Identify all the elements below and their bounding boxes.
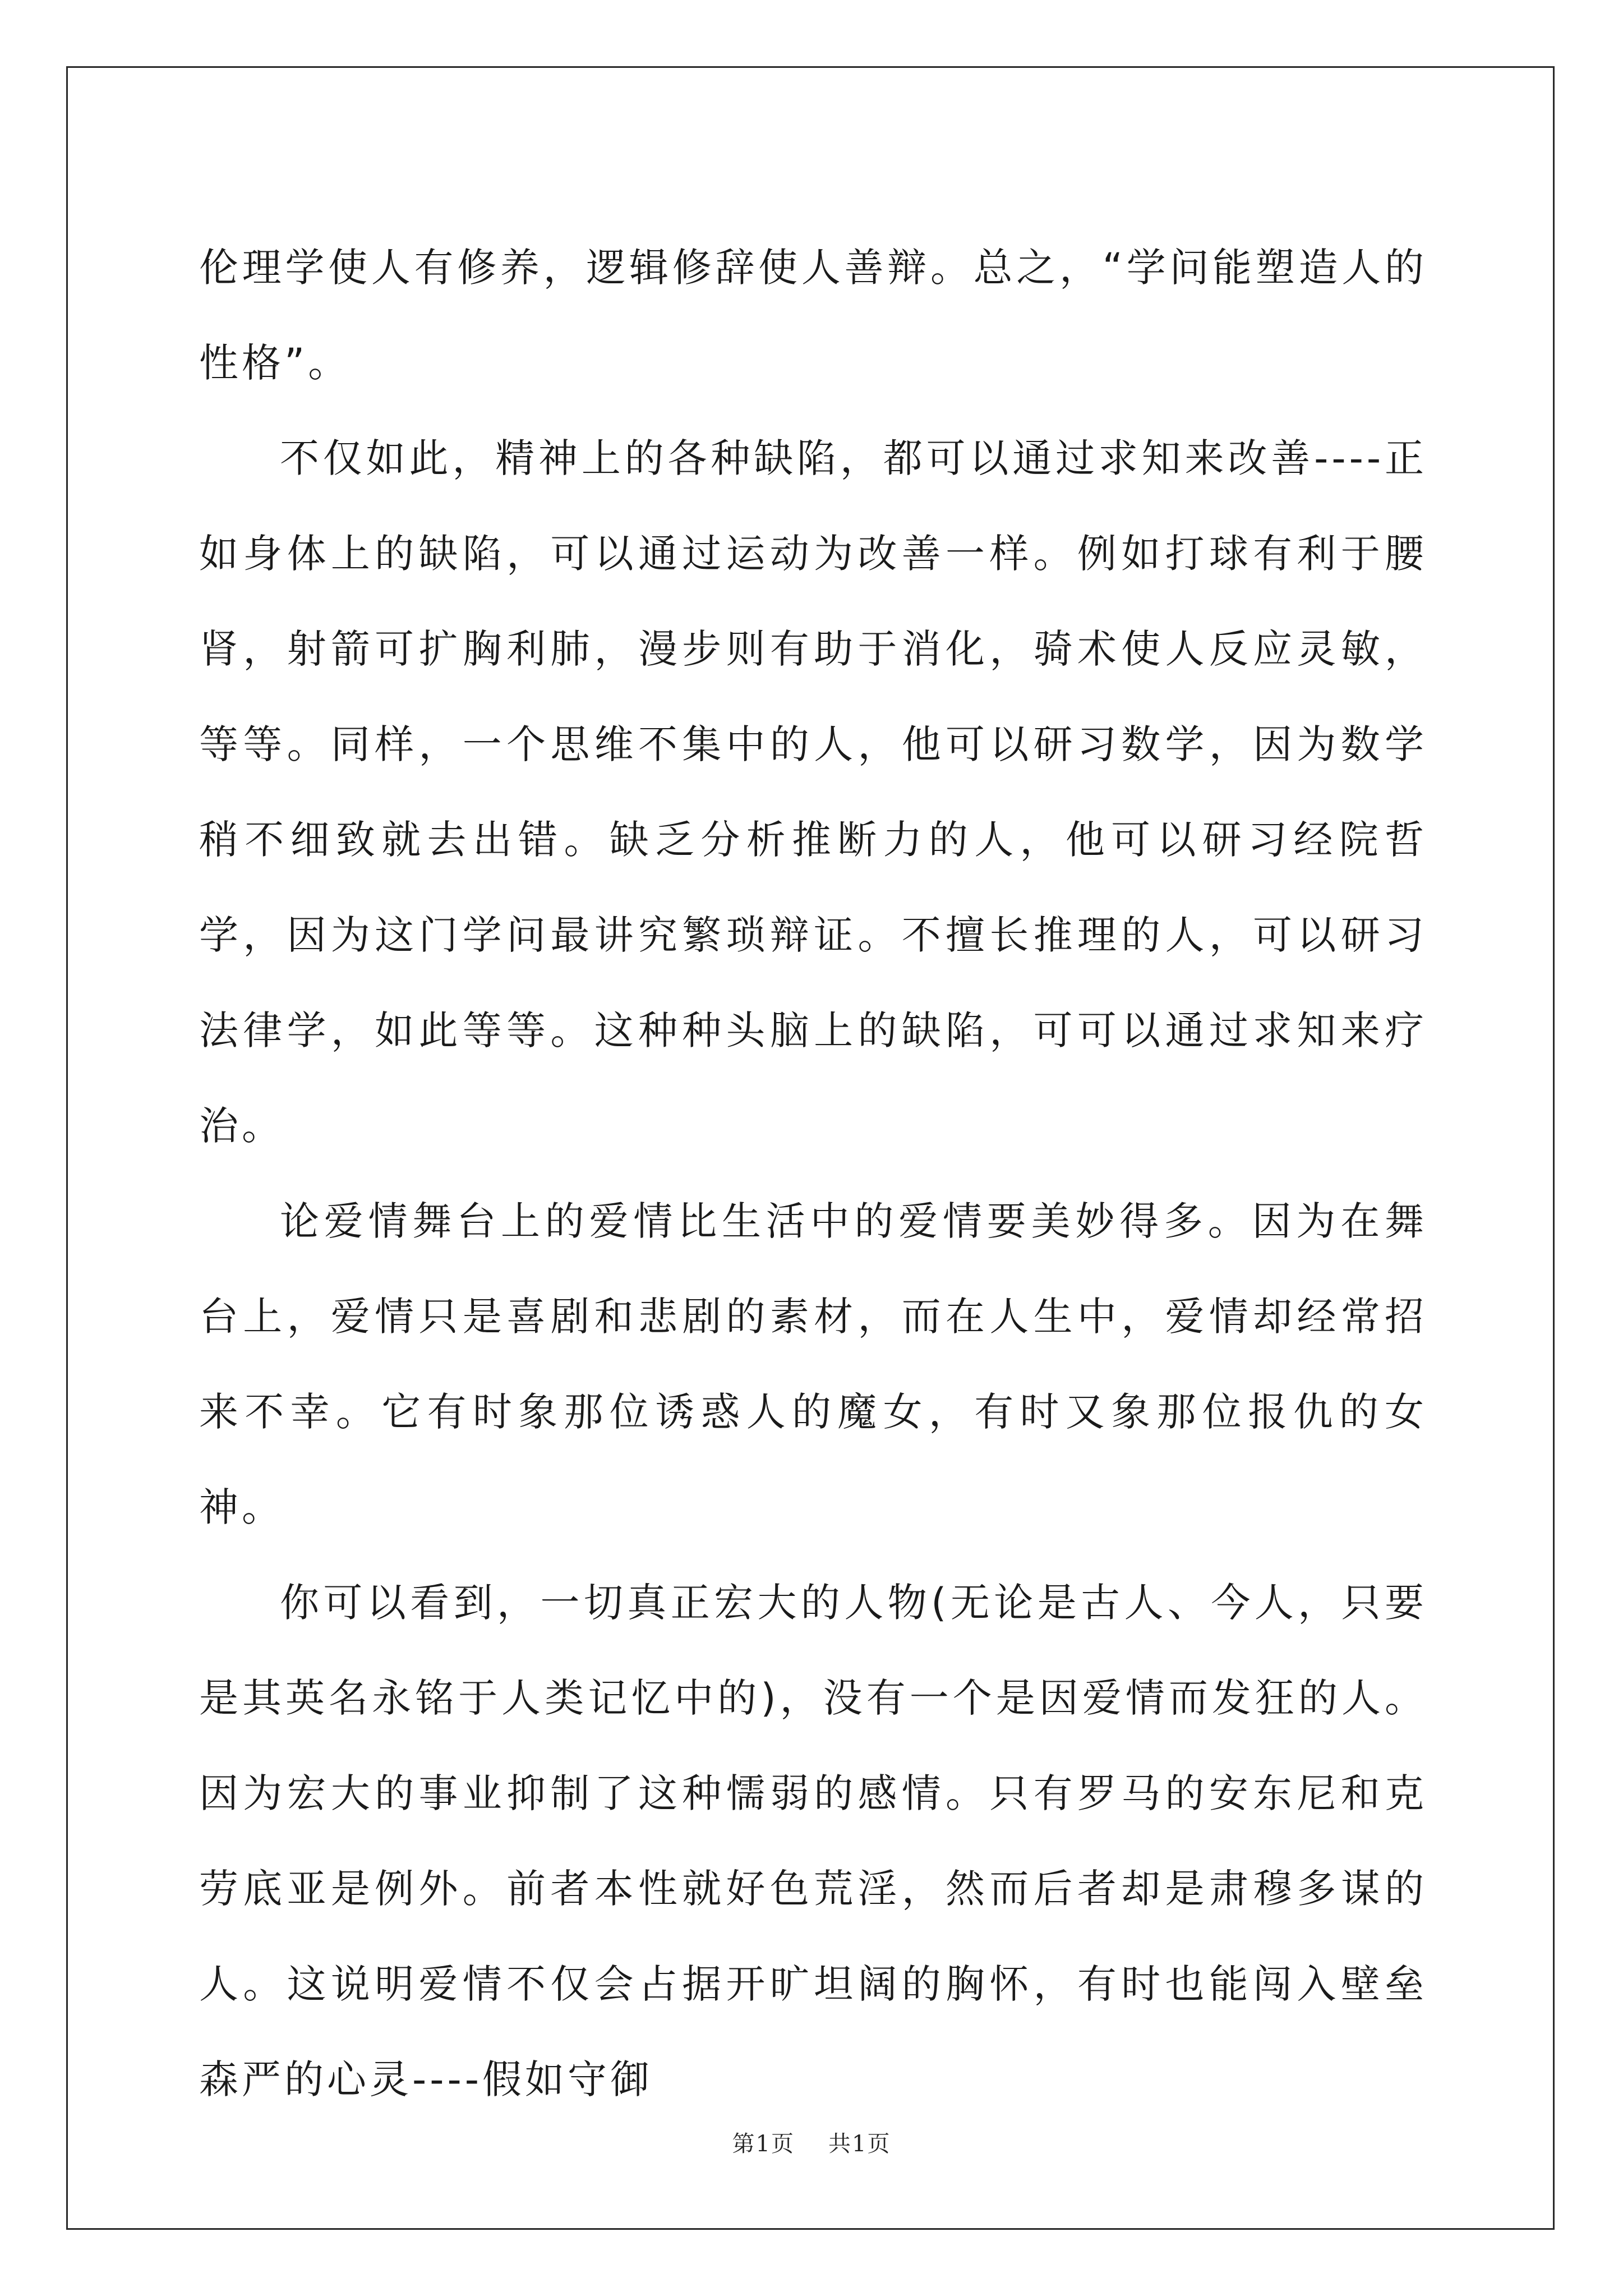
page-number: 第1页	[732, 2131, 795, 2157]
page-total: 共1页	[828, 2131, 891, 2157]
page-footer	[0, 2126, 1623, 2158]
paragraph: 论爱情舞台上的爱情比生活中的爱情要美妙得多。因为在舞台上，爱情只是喜剧和悲剧的素材，而在人生中，爱情却经常招来不幸。它有时象那位诱惑人的魔女，有时又象那位报仇的女神。	[199, 1198, 1427, 1530]
paragraph: 伦理学使人有修养，逻辑修辞使人善辩。总之，“学问能塑造人的性格”。	[199, 245, 1427, 386]
paragraph: 不仅如此，精神上的各种缺陷，都可以通过求知来改善----正如身体上的缺陷，可以通过运动为改善一样。例如打球有利于腰肾，射箭可扩胸利肺，漫步则有助于消化，骑术使人反应灵敏，等等。同样，一个思维不集中的人，他可以研习数学，因为数学稍不细致就去出错。缺乏分析推断力的人，他可以研习经院哲学，因为这门学问最讲究繁琐辩证。不擅长推理的人，可以研习法律学，如此等等。这种种头脑上的缺陷，可可以通过求知来疗治。	[199, 435, 1427, 1149]
document-body	[199, 220, 1427, 2127]
paragraph: 你可以看到，一切真正宏大的人物(无论是古人、今人，只要是其英名永铭于人类记忆中的)，没有一个是因爱情而发狂的人。因为宏大的事业抑制了这种懦弱的感情。只有罗马的安东尼和克劳底亚是例外。前者本性就好色荒淫，然而后者却是肃穆多谋的人。这说明爱情不仅会占据开旷坦阔的胸怀，有时也能闯入壁垒森严的心灵----假如守御	[199, 1580, 1427, 2102]
